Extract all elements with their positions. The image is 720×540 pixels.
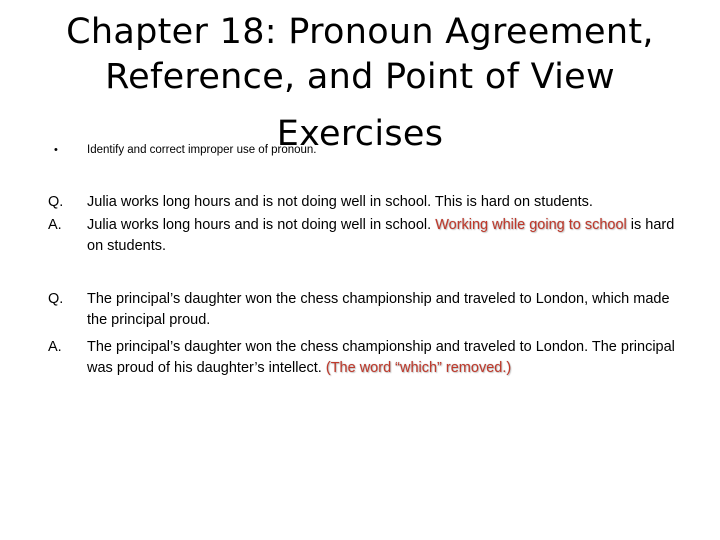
title-line-2: Reference, and Point of View	[105, 57, 615, 97]
bullet-marker: •	[54, 144, 58, 156]
title-line-1: Chapter 18: Pronoun Agreement,	[66, 12, 654, 52]
slide-title	[0, 10, 720, 100]
answer-text	[87, 215, 687, 256]
question-marker: Q.	[48, 291, 64, 307]
answer-text	[87, 337, 687, 378]
question-marker: Q.	[48, 194, 64, 210]
question-text: Julia works long hours and is not doing well in school. This is hard on students.	[87, 194, 593, 210]
instruction-text: Identify and correct improper use of pronoun.	[87, 144, 317, 156]
question-text: The principal’s daughter won the chess championship and traveled to London, which made the principal proud.	[87, 291, 670, 328]
answer-highlight: Working while going to school	[435, 217, 627, 233]
answer-text-after: is hard on students.	[87, 217, 675, 254]
title-line-3: Exercises	[276, 114, 444, 154]
answer-text-before: Julia works long hours and is not doing well in school.	[87, 217, 436, 233]
answer-highlight: (The word “which” removed.)	[325, 359, 512, 376]
answer-text-before: The principal’s daughter won the chess championship and traveled to London. The principal was proud of his daughter’s intellect.	[87, 339, 675, 376]
answer-marker: A.	[48, 217, 62, 233]
answer-marker: A.	[48, 339, 62, 355]
